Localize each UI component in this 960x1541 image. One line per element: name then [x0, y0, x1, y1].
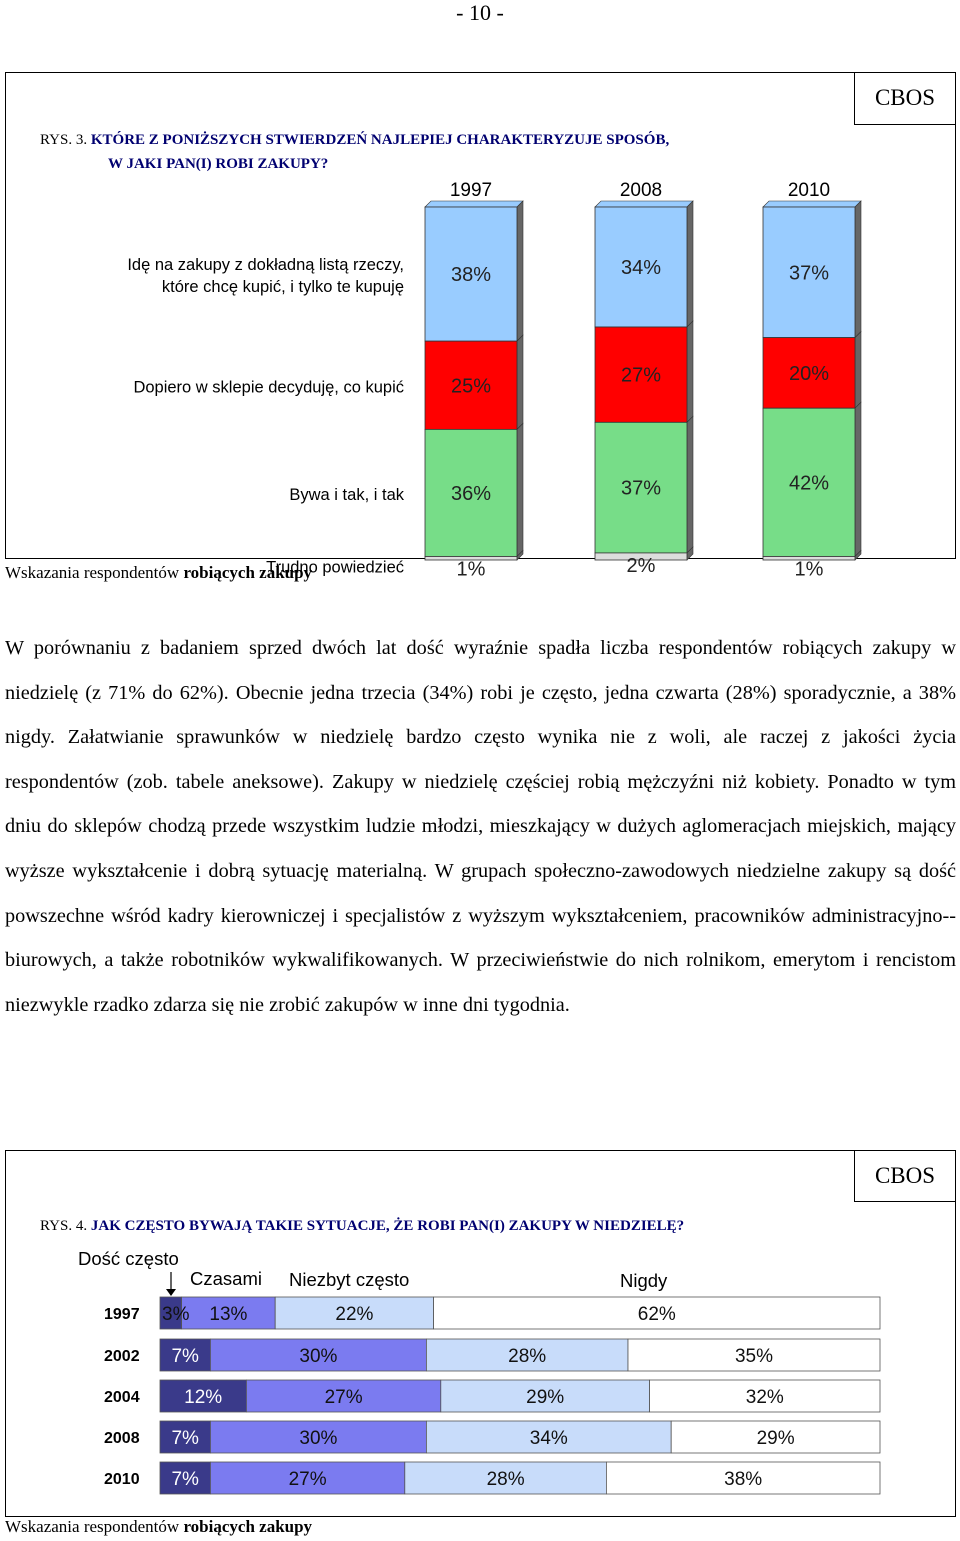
figure-4-cbos-box — [854, 1150, 956, 1202]
figure-3-title-line2: W JAKI PAN(I) ROBI ZAKUPY? — [108, 156, 329, 172]
fig3-bar-side — [517, 201, 523, 341]
figure-3-note — [5, 563, 312, 583]
fig3-bar-side — [855, 402, 861, 556]
fig4-category-2008: 2008 — [104, 1430, 140, 1447]
fig3-category-2008: 2008 — [619, 180, 663, 201]
fig4-legend-niezbyt-czesto: Niezbyt często — [289, 1269, 410, 1290]
fig4-value-label: 29% — [526, 1387, 565, 1408]
fig4-value-label: 13% — [209, 1304, 248, 1325]
fig3-series-name-trudno-powiedziec: Trudno powiedzieć — [266, 558, 404, 577]
fig4-legend-czasami: Czasami — [190, 1268, 262, 1289]
fig3-series-name-bywa-i-tak-i-tak: Bywa i tak, i tak — [289, 485, 404, 504]
fig3-bar-top — [425, 201, 523, 207]
fig3-bar-top — [595, 201, 693, 207]
fig3-series-name-dopiero-w-sklepie-decyduje-co-kupic: Dopiero w sklepie decyduję, co kupić — [133, 378, 404, 397]
fig3-category-2010: 2010 — [787, 180, 831, 201]
fig4-value-label: 7% — [171, 1346, 199, 1367]
fig3-bar-side — [687, 201, 693, 327]
fig3-value-label: 2% — [626, 554, 656, 577]
fig4-value-label: 7% — [171, 1469, 199, 1490]
fig3-series-name-ide-na-zakupy-z-dok-adna-lista-rzeczy-kt: Idę na zakupy z dokładną listą rzeczy, które chcę kupić, i tylko te kupuję — [127, 256, 404, 297]
figure-4-title — [40, 1214, 684, 1238]
fig3-bar-top — [763, 201, 861, 207]
figure-4-org: CBOS — [874, 1163, 936, 1188]
fig3-value-label: 42% — [788, 472, 830, 495]
page-number: - 10 - — [456, 0, 504, 25]
figure-4-title-text: JAK CZĘSTO BYWAJĄ TAKIE SYTUACJE, ŻE ROBI PAN(I) ZAKUPY W NIEDZIELĘ? — [90, 1218, 685, 1234]
figure-3-org: CBOS — [874, 85, 936, 110]
fig4-value-label: 7% — [171, 1428, 199, 1449]
fig4-legend-dosc-czesto: Dość często — [78, 1248, 179, 1269]
fig4-category-2010: 2010 — [104, 1471, 140, 1488]
body-paragraph: W porównaniu z badaniem sprzed dwóch lat dość wyraźnie spadła liczba respondentów robiących zakupy w niedzielę (z 71% do 62%). Obecnie jedna trzecia (34%) robi je często, jedna czwarta (28%) sporadycznie, a 38% nigdy. Załatwianie sprawunków w niedzielę bardzo często wynika nie z woli, ale raczej z jakości życia respondentów (zob. tabele aneksowe). Zakupy w niedzielę częściej robią mężczyźni niż kobiety. Ponadto w tym dniu do sklepów chodzą przede wszystkim ludzie młodzi, mieszkający w dużych aglomeracjach miejskich, mający wyższe wykształcenie i dobrą sytuację materialną. W grupach społeczno-zawodowych niedzielne zakupy są dość powszechne wśród kadry kierowniczej i specjalistów z wyższym wykształceniem, pracowników administracyjno--biurowych, a także robotników wykwalifikowanych. W przeciwieństwie do nich rolnikom, emerytom i rencistom niezwykle rzadko zdarza się nie zrobić zakupów w inne dni tygodnia. — [5, 637, 956, 1016]
figure-3-cbos-box — [854, 72, 956, 125]
figure-3-note-bold: robiących zakupy — [183, 563, 313, 582]
fig4-value-label: 12% — [184, 1387, 223, 1408]
fig3-value-label: 20% — [788, 362, 830, 385]
fig4-category-2002: 2002 — [104, 1348, 140, 1365]
fig4-category-2004: 2004 — [104, 1389, 140, 1406]
fig4-value-label: 34% — [529, 1428, 568, 1449]
fig4-value-label: 27% — [324, 1387, 363, 1408]
figure-3-title-line1: KTÓRE Z PONIŻSZYCH STWIERDZEŃ NAJLEPIEJ CHARAKTERYZUJE SPOSÓB, — [90, 132, 670, 148]
fig3-bar-side — [855, 332, 861, 409]
fig4-legend-pointer-arrow — [166, 1289, 176, 1296]
fig3-bar-side — [855, 201, 861, 338]
fig3-bar-side — [517, 335, 523, 429]
fig3-value-label: 37% — [788, 262, 830, 285]
fig4-value-label: 28% — [508, 1346, 547, 1367]
fig4-value-label: 30% — [299, 1346, 338, 1367]
fig3-value-label: 25% — [450, 375, 492, 398]
figure-3-label: RYS. 3. — [40, 132, 88, 148]
fig3-value-label: 38% — [450, 264, 492, 287]
figure-3-note-text: Wskazania respondentów — [5, 563, 184, 582]
fig4-value-label: 28% — [486, 1469, 525, 1490]
fig4-legend-nigdy: Nigdy — [620, 1270, 668, 1291]
figure-4-chart — [0, 1240, 960, 1510]
fig4-value-label: 35% — [734, 1346, 774, 1367]
fig3-value-label: 37% — [620, 477, 662, 500]
fig4-value-label: 22% — [335, 1304, 374, 1325]
fig4-value-label: 62% — [637, 1304, 676, 1325]
fig3-value-label: 34% — [620, 257, 662, 280]
fig4-value-label: 27% — [288, 1469, 327, 1490]
figure-4-note-text: Wskazania respondentów — [5, 1517, 184, 1536]
fig4-category-1997: 1997 — [104, 1306, 140, 1323]
figure-3-title — [40, 128, 669, 176]
fig4-value-label: 30% — [299, 1428, 338, 1449]
fig3-bar-side — [687, 416, 693, 553]
figure-4-note-bold: robiących zakupy — [183, 1517, 313, 1536]
fig4-value-label: 38% — [724, 1469, 763, 1490]
fig3-value-label: 27% — [620, 364, 662, 387]
fig4-value-label: 29% — [756, 1428, 795, 1449]
fig3-value-label: 1% — [456, 558, 486, 581]
fig4-value-label: 32% — [745, 1387, 784, 1408]
fig3-bar-side — [687, 321, 693, 422]
figure-4-note — [5, 1517, 312, 1537]
fig3-bar-side — [517, 423, 523, 556]
fig3-value-label: 1% — [794, 558, 824, 581]
figure-4-label: RYS. 4. — [40, 1218, 88, 1234]
fig3-category-1997: 1997 — [449, 180, 493, 201]
fig4-value-label: 3% — [162, 1304, 190, 1325]
fig3-value-label: 36% — [450, 482, 492, 505]
